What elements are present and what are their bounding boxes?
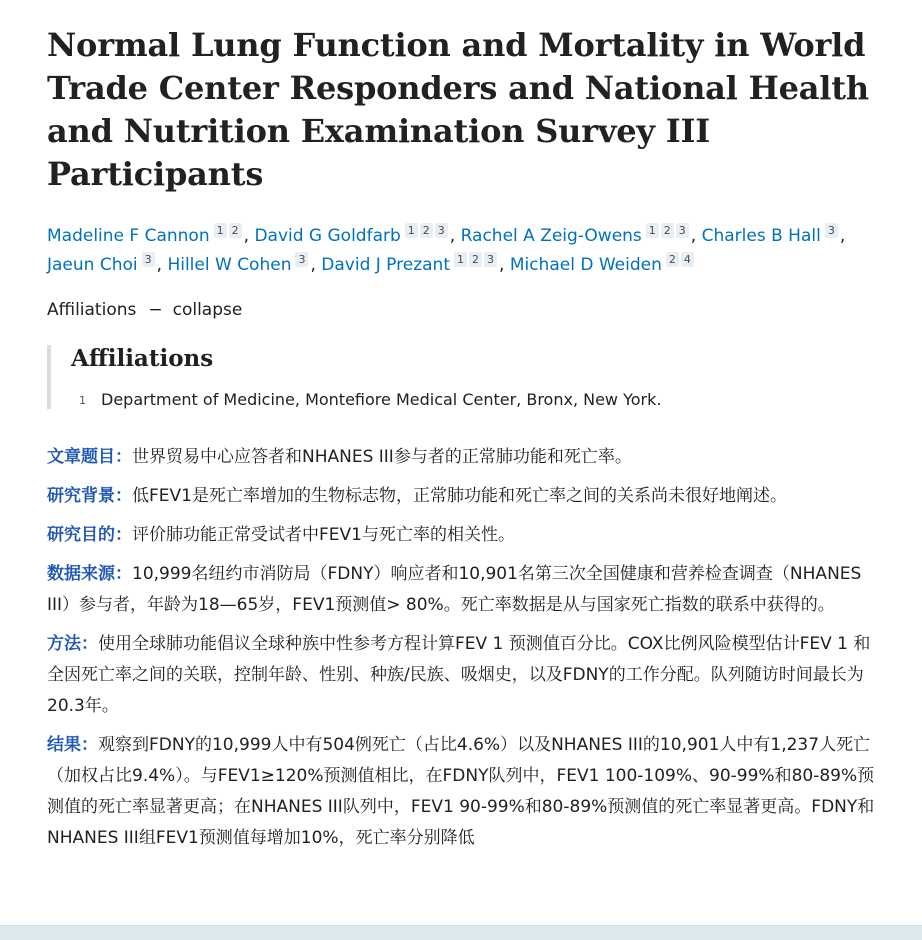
summary-label: 方法： <box>47 634 98 654</box>
affiliation-ref-link[interactable]: 1 <box>405 223 418 238</box>
affiliation-item <box>71 389 877 412</box>
affiliation-ref-link[interactable]: 2 <box>469 252 482 267</box>
author-link[interactable]: Hillel W Cohen <box>167 255 292 275</box>
affiliation-ref-link[interactable]: 2 <box>661 223 674 238</box>
summary-label: 研究目的： <box>47 525 132 545</box>
author-entry: David J Prezant 1 2 3 , <box>321 255 510 275</box>
affiliation-refs <box>142 251 157 280</box>
author-link[interactable]: David G Goldfarb <box>254 226 401 246</box>
author-link[interactable]: Jaeun Choi <box>47 255 138 275</box>
summary-paragraph <box>47 629 877 722</box>
affiliation-ref-link[interactable]: 3 <box>295 252 308 267</box>
affiliation-refs <box>405 222 450 251</box>
author-entry: Jaeun Choi 3 , <box>47 255 167 275</box>
affiliation-ref-link[interactable]: 2 <box>420 223 433 238</box>
author-entry: Madeline F Cannon 1 2 , <box>47 226 254 246</box>
summary-text: 10,999名纽约市消防局（FDNY）响应者和10,901名第三次全国健康和营养检查调查（NHANES III）参与者，年龄为18—65岁，FEV1预测值> 80%。死亡率数据是从与国家死亡指数的联系中获得的。 <box>47 564 862 615</box>
article-title: Normal Lung Function and Mortality in World Trade Center Responders and National Health and Nutrition Examination Survey III Participants <box>47 26 869 193</box>
summary-text: 观察到FDNY的10,999人中有504例死亡（占比4.6%）以及NHANES III的10,901人中有1,237人死亡（加权占比9.4%）。与FEV1≥120%预测值相比，在FDNY队列中，FEV1 100-109%、90-99%和80-89%预测值的死亡率显著更高；在NHANES III队列中，FEV1 90-99%和80-89%预测值的死亡率显著更高。FDNY和NHANES III组FEV1预测值每增加10%，死亡率分别降低 <box>47 735 875 848</box>
affiliation-ref-link[interactable]: 2 <box>229 223 242 238</box>
affiliations-toggle-label: Affiliations <box>47 300 137 320</box>
bottom-bar <box>0 925 922 940</box>
summary-label: 数据来源： <box>47 564 132 584</box>
summary-paragraph <box>47 442 877 473</box>
affiliations-heading: Affiliations <box>71 345 214 372</box>
affiliation-refs <box>454 251 499 280</box>
summary-paragraph <box>47 559 877 621</box>
summary-label: 结果： <box>47 735 98 755</box>
author-link[interactable]: Madeline F Cannon <box>47 226 210 246</box>
affiliations-panel <box>47 345 877 409</box>
affiliation-ref-link[interactable]: 1 <box>454 252 467 267</box>
summary-label: 文章题目： <box>47 447 132 467</box>
affiliation-ref-link[interactable]: 3 <box>676 223 689 238</box>
summary-text: 世界贸易中心应答者和NHANES III参与者的正常肺功能和死亡率。 <box>132 447 632 467</box>
affiliation-ref-link[interactable]: 3 <box>142 252 155 267</box>
affiliation-ref-link[interactable]: 3 <box>825 223 838 238</box>
minus-icon: − <box>148 300 163 320</box>
summary-paragraph <box>47 520 877 551</box>
affiliation-number: 1 <box>79 394 86 407</box>
article <box>47 0 877 862</box>
author-entry: Charles B Hall 3 , <box>702 226 846 246</box>
author-link[interactable]: Charles B Hall <box>701 226 821 246</box>
summary-paragraph <box>47 730 877 854</box>
affiliation-refs <box>214 222 244 251</box>
summary-text: 使用全球肺功能倡议全球种族中性参考方程计算FEV 1 预测值百分比。COX比例风险模型估计FEV 1 和全因死亡率之间的关联，控制年龄、性别、种族/民族、吸烟史，以及FDNY的工作分配。队列随访时间最长为20.3年。 <box>47 634 871 716</box>
affiliation-ref-link[interactable]: 3 <box>435 223 448 238</box>
affiliation-ref-link[interactable]: 1 <box>646 223 659 238</box>
author-link[interactable]: David J Prezant <box>321 255 450 275</box>
author-entry: David G Goldfarb 1 2 3 , <box>254 226 460 246</box>
author-entry: Rachel A Zeig-Owens 1 2 3 , <box>461 226 702 246</box>
author-entry <box>510 255 696 275</box>
summary-text: 低FEV1是死亡率增加的生物标志物，正常肺功能和死亡率之间的关系尚未很好地阐述。 <box>132 486 787 506</box>
affiliations-toggle[interactable] <box>47 297 877 323</box>
author-entry: Hillel W Cohen 3 , <box>167 255 321 275</box>
affiliation-refs <box>666 251 696 280</box>
summary-paragraph <box>47 481 877 512</box>
affiliation-refs <box>295 251 310 280</box>
affiliation-ref-link[interactable]: 3 <box>484 252 497 267</box>
summary-label: 研究背景： <box>47 486 132 506</box>
affiliation-refs <box>646 222 691 251</box>
affiliation-ref-link[interactable]: 4 <box>681 252 694 267</box>
affiliation-ref-link[interactable]: 2 <box>666 252 679 267</box>
author-link[interactable]: Michael D Weiden <box>509 255 662 275</box>
affiliation-ref-link[interactable]: 1 <box>214 223 227 238</box>
collapse-link[interactable]: collapse <box>172 300 243 320</box>
author-link[interactable]: Rachel A Zeig-Owens <box>460 226 642 246</box>
summary-text: 评价肺功能正常受试者中FEV1与死亡率的相关性。 <box>132 525 515 545</box>
affiliation-refs <box>825 222 840 251</box>
affiliation-text: Department of Medicine, Montefiore Medical Center, Bronx, New York. <box>101 390 662 409</box>
author-list <box>47 222 877 280</box>
chinese-summary <box>47 442 877 854</box>
